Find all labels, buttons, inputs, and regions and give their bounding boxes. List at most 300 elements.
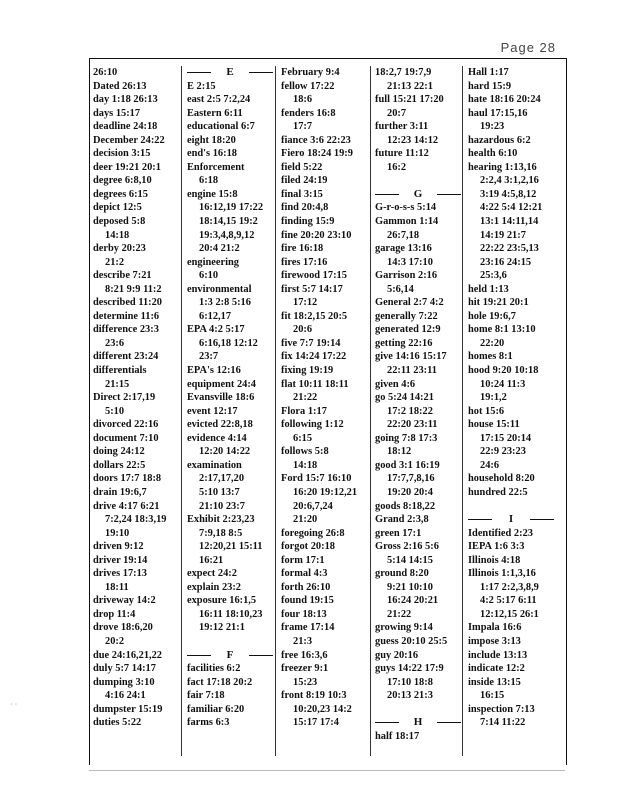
page-references: 18:16 20:24 xyxy=(489,94,541,106)
index-entry xyxy=(468,649,554,663)
index-entry xyxy=(93,350,179,364)
page-references: 1:17 xyxy=(489,67,509,78)
index-term: hearing xyxy=(468,161,503,173)
index-entry xyxy=(468,66,554,80)
page-references: 4:6 xyxy=(401,378,416,390)
page-references: 17:15 20:14 xyxy=(480,432,532,444)
index-term: include xyxy=(468,649,501,661)
page-references: 20:7 xyxy=(387,107,407,119)
index-term: expect xyxy=(187,568,216,580)
index-term: E xyxy=(187,80,194,92)
index-entry xyxy=(468,364,554,405)
index-entry xyxy=(187,594,273,635)
page-references: 17:18 20:2 xyxy=(206,676,253,688)
index-entry xyxy=(375,93,461,120)
page-references: 21:13 22:1 xyxy=(387,80,433,92)
page-references: 7:21 xyxy=(132,270,152,282)
page-references: 15:7 16:10 xyxy=(305,473,352,485)
page-references: 22:20 23:11 xyxy=(387,419,438,431)
page-references: 14:2 xyxy=(136,595,156,607)
index-term: frame xyxy=(281,622,308,634)
index-term: five xyxy=(281,337,298,349)
index-term: drop xyxy=(93,608,115,620)
index-entry xyxy=(468,676,554,703)
page-references: 14:19 21:7 xyxy=(480,229,526,241)
index-entry xyxy=(375,432,461,459)
page-references: 21:2 xyxy=(105,256,125,268)
page-references: 13:1 14:11,14 xyxy=(480,216,539,228)
index-term: good xyxy=(375,459,397,471)
index-term: duly xyxy=(93,663,113,675)
page-references: 2:17,17,20 xyxy=(199,473,245,485)
index-entry xyxy=(187,676,273,690)
page-references: 8:20 xyxy=(409,568,429,580)
index-entry xyxy=(375,703,461,717)
page-references: 5:24 14:21 xyxy=(388,392,434,404)
index-term: haul xyxy=(468,107,488,119)
page-references: 7:10 xyxy=(139,432,159,444)
page-references: 5:8 xyxy=(131,216,146,228)
index-term: go xyxy=(375,392,386,404)
page-references: 23:16 24:15 xyxy=(480,256,532,268)
index-entry xyxy=(93,500,179,541)
index-term: homes xyxy=(468,351,497,363)
index-term: due xyxy=(93,649,110,661)
page-references: 16:18 xyxy=(212,148,237,160)
page-references: 10:20,23 14:2 xyxy=(293,703,352,715)
page-references: 6:2 xyxy=(226,663,241,675)
page-references: 5:10 13:7 xyxy=(199,486,240,498)
index-entry xyxy=(187,378,273,392)
page-references: 12:5 xyxy=(122,202,142,214)
index-term: held xyxy=(468,283,488,295)
page-references: 14:18 xyxy=(105,229,130,241)
index-entry xyxy=(187,513,273,567)
page-references: 22:16 xyxy=(134,419,159,431)
page-references: 19:23 xyxy=(480,121,505,133)
index-entry xyxy=(375,662,461,703)
index-entry xyxy=(187,161,273,188)
index-term: Illinois xyxy=(468,554,499,566)
index-entry xyxy=(468,147,554,161)
page-references: 23:7 xyxy=(199,351,219,363)
index-entry xyxy=(375,649,461,663)
index-entry xyxy=(468,323,554,350)
page-references: 4:18 xyxy=(501,554,521,566)
page-references: 17:22 xyxy=(310,80,335,92)
page-references: 11:20 xyxy=(138,297,162,309)
page-references: 2:17,19 xyxy=(123,392,156,404)
index-entry xyxy=(93,174,179,188)
index-entry xyxy=(187,703,273,717)
index-entry xyxy=(93,459,179,473)
index-term: determine xyxy=(93,310,139,322)
index-term: deposed xyxy=(93,216,129,228)
page-references: 9:1 xyxy=(314,663,329,675)
index-term: Hall xyxy=(468,67,488,78)
index-entry xyxy=(375,201,461,215)
index-term: drive xyxy=(93,500,117,512)
index-term: give xyxy=(375,351,393,363)
index-term: evicted xyxy=(187,419,219,431)
index-entry xyxy=(375,174,461,188)
index-term: guys xyxy=(375,663,396,675)
page-references: 24:2 xyxy=(217,568,237,580)
index-term: generally xyxy=(375,310,416,322)
index-term: first xyxy=(281,283,300,295)
index-term: event xyxy=(187,405,211,417)
index-term: hard xyxy=(468,80,490,92)
index-term: IEPA xyxy=(468,541,492,553)
page-references: 2:16 xyxy=(418,270,438,282)
page-references: 2:23,23 xyxy=(222,514,255,526)
page-references: 17:1 xyxy=(305,554,325,566)
page-references: 21:3 xyxy=(293,635,313,647)
index-entry xyxy=(93,134,179,148)
page-references: 18:2,15 20:5 xyxy=(293,310,348,322)
index-entry xyxy=(93,608,179,622)
page-references: 16:20 19:12,21 xyxy=(293,486,358,498)
index-entry xyxy=(375,635,461,649)
page-references: 22:5 xyxy=(126,459,146,471)
index-entry xyxy=(375,215,461,242)
index-term: different xyxy=(93,351,132,363)
index-entry xyxy=(187,256,273,283)
page-references: 5:22 xyxy=(303,161,323,173)
page-references: 16:6 xyxy=(502,622,522,634)
index-entry xyxy=(281,66,367,80)
index-entry xyxy=(187,635,273,649)
page-references: 17:16 xyxy=(303,256,328,268)
index-term: hundred xyxy=(468,486,506,498)
page-references: 19:10 xyxy=(105,527,130,539)
index-entry xyxy=(468,662,554,676)
index-entry xyxy=(93,323,179,350)
index-entry xyxy=(375,337,461,351)
page-references: 7:13 xyxy=(515,703,535,715)
page-references: 16:2 xyxy=(387,161,407,173)
index-entry xyxy=(375,730,461,744)
index-entry xyxy=(468,486,554,500)
index-entry xyxy=(93,486,179,500)
index-entry xyxy=(93,66,179,80)
index-term: form xyxy=(281,554,303,566)
index-entry xyxy=(375,296,461,310)
index-column-1 xyxy=(93,66,179,730)
page-references: 1:1,3,16 xyxy=(501,568,536,580)
index-entry xyxy=(93,364,179,391)
page-references: 19:21 20:1 xyxy=(115,161,161,173)
index-entry xyxy=(281,229,367,243)
page-references: 4:17 6:21 xyxy=(118,500,160,512)
index-term: filed xyxy=(281,175,301,187)
section-header-i: I xyxy=(468,513,554,527)
page-references: 16:24 20:21 xyxy=(387,595,439,607)
page-references: 2:23 xyxy=(513,527,533,539)
index-term: fixing xyxy=(281,365,307,377)
index-term: growing xyxy=(375,622,412,634)
index-term: hate xyxy=(468,94,488,106)
index-entry xyxy=(281,472,367,526)
page-references: 9:21 10:10 xyxy=(387,581,433,593)
index-entry xyxy=(187,418,273,432)
page-references: 19:6,7 xyxy=(489,310,516,322)
page-references: 19:15 xyxy=(309,595,334,607)
index-term: inside xyxy=(468,676,494,688)
index-entry xyxy=(93,418,179,432)
index-term: house xyxy=(468,419,494,431)
index-entry xyxy=(281,215,367,229)
index-term: goods xyxy=(375,500,401,512)
index-term: EPA's xyxy=(187,365,214,377)
index-term: Direct xyxy=(93,392,121,404)
page-references: 17:14 xyxy=(310,622,335,634)
page-references: 22:22 23:5,13 xyxy=(480,243,539,255)
page-references: 19:21 20:1 xyxy=(482,297,529,309)
page-references: 7:14 11:22 xyxy=(480,717,526,729)
index-entry xyxy=(375,500,461,514)
index-term: four xyxy=(281,608,300,620)
index-entry xyxy=(187,391,273,405)
page-references: 15:9 xyxy=(491,80,512,92)
section-header-g: G xyxy=(375,188,461,202)
index-entry xyxy=(468,527,554,541)
page-references: 6:10 xyxy=(199,270,219,282)
index-term: educational xyxy=(187,121,239,133)
page-references: 5:10 xyxy=(105,405,125,417)
page-references: 2:7 4:2 xyxy=(413,297,444,309)
index-term: dumpster xyxy=(93,703,136,715)
page-references: 18:20 xyxy=(211,134,236,146)
page-references: 6:11 xyxy=(224,107,243,119)
page-references: 17:12 xyxy=(293,297,318,309)
index-entry xyxy=(281,378,367,405)
section-header-f: F xyxy=(187,649,273,663)
page-references: 1:6 3:3 xyxy=(494,541,525,553)
index-term: difference xyxy=(93,324,138,336)
index-term: Enforcement xyxy=(187,161,245,173)
index-term: Gammon xyxy=(375,216,417,228)
index-entry xyxy=(93,703,179,717)
index-term: exposure xyxy=(187,595,227,607)
section-header-h: H xyxy=(375,716,461,730)
page-references: 5:6,14 xyxy=(387,283,414,295)
index-entry xyxy=(375,147,461,174)
index-term: dollars xyxy=(93,459,124,471)
page-number: Page 28 xyxy=(500,40,556,55)
index-term: doing xyxy=(93,446,118,458)
page-references: 23:2 xyxy=(221,581,241,593)
page-references: 6:16,18 12:12 xyxy=(199,337,258,349)
page-references: 16:1,5 xyxy=(229,595,257,607)
page-references: 22:9 23:23 xyxy=(480,446,526,458)
index-entry xyxy=(375,540,461,567)
index-term: end's xyxy=(187,148,211,160)
page-references: 20:6 xyxy=(293,324,313,336)
index-entry xyxy=(281,405,367,419)
column-divider xyxy=(370,66,371,756)
index-entry xyxy=(93,540,179,554)
page-references: 13:13 xyxy=(502,649,528,661)
index-term: getting xyxy=(375,337,406,349)
index-entry xyxy=(93,296,179,310)
index-entry xyxy=(93,391,179,418)
index-entry xyxy=(468,93,554,107)
index-entry xyxy=(93,662,179,676)
index-entry xyxy=(281,594,367,608)
index-entry xyxy=(281,283,367,310)
index-term: fine xyxy=(281,229,298,241)
index-entry xyxy=(375,527,461,541)
page-references: 20:13 21:3 xyxy=(387,690,433,702)
index-term: guess xyxy=(375,635,399,647)
page-references: 7:2,24 18:3,19 xyxy=(105,514,167,526)
index-entry xyxy=(468,554,554,568)
page-references: 22:16 xyxy=(408,337,433,349)
page-references: 22:8,18 xyxy=(220,419,253,431)
index-term: indicate xyxy=(468,663,504,675)
index-entry xyxy=(468,405,554,419)
page-references: 26:7,18 xyxy=(387,229,420,241)
page-references: 20:2 xyxy=(105,635,125,647)
index-term: hot xyxy=(468,405,483,417)
index-entry xyxy=(93,649,179,663)
index-term: EPA xyxy=(187,324,207,336)
index-term: driver xyxy=(93,554,121,566)
index-term: further xyxy=(375,121,408,133)
page-references: 15:21 17:20 xyxy=(392,94,444,106)
index-term: fiance xyxy=(281,134,308,146)
page-references: 20:4 21:2 xyxy=(199,243,240,255)
index-entry xyxy=(281,134,367,148)
page-references: 24:12 xyxy=(120,446,145,458)
column-divider xyxy=(275,66,276,756)
index-entry xyxy=(187,689,273,703)
index-column-3 xyxy=(281,66,367,730)
index-term: hit xyxy=(468,297,481,309)
page-references: 8:19 10:3 xyxy=(305,690,347,702)
index-entry xyxy=(468,621,554,635)
page-references: 19:1,2 xyxy=(480,392,507,404)
page-references: 21:22 xyxy=(293,392,318,404)
index-entry xyxy=(375,310,461,324)
index-term: found xyxy=(281,595,307,607)
page-references: 2:3,8 xyxy=(407,514,429,526)
index-entry xyxy=(281,188,367,202)
index-entry xyxy=(93,621,179,648)
page-references: 20:16 xyxy=(393,649,419,661)
page-references: 10:11 18:11 xyxy=(298,378,349,390)
page-references: 18:6,20 xyxy=(120,622,153,634)
column-divider xyxy=(462,66,463,756)
page-references: 14:3 17:10 xyxy=(387,256,433,268)
page-references: 26:10 xyxy=(306,581,331,593)
page-references: 19:12 21:1 xyxy=(199,622,245,634)
index-entry xyxy=(468,472,554,486)
index-entry xyxy=(281,80,367,107)
page-references: 18:12 xyxy=(387,446,412,458)
index-term: describe xyxy=(93,270,130,282)
index-term: drove xyxy=(93,622,119,634)
index-entry xyxy=(468,283,554,297)
index-entry xyxy=(281,689,367,730)
page-references: 1:14 xyxy=(419,216,439,228)
index-term: derby xyxy=(93,243,119,255)
page-references: 22:5 xyxy=(508,486,528,498)
index-term: fenders xyxy=(281,107,314,119)
page-references: 12:16 xyxy=(216,365,241,377)
index-entry xyxy=(281,649,367,663)
page-references: 21:20 xyxy=(293,514,318,526)
page-references: 17:7,7,8,16 xyxy=(387,473,435,485)
page-references: 14:22 17:9 xyxy=(397,663,444,675)
index-entry xyxy=(281,445,367,472)
index-entry xyxy=(93,93,179,107)
page-references: 17:15 xyxy=(322,270,347,282)
index-entry xyxy=(468,350,554,364)
page-references: 5:7 14:17 xyxy=(115,663,156,675)
page-references: 15:11 xyxy=(496,419,520,431)
page-references: 9:4 xyxy=(325,67,340,78)
index-term: Eastern xyxy=(187,107,222,119)
index-entry xyxy=(281,364,367,378)
page-references: 4:2 5:17 xyxy=(209,324,245,336)
page-references: 25:3,6 xyxy=(480,270,507,282)
page-references: 12:9 xyxy=(421,324,441,336)
index-term: days xyxy=(93,107,114,119)
page-references: 20:10 25:5 xyxy=(401,635,448,647)
index-term: final xyxy=(281,188,302,200)
page-references: 4:14 xyxy=(227,432,247,444)
index-term: fact xyxy=(187,676,204,688)
page-references: 18:6 xyxy=(293,94,313,106)
index-entry xyxy=(281,242,367,256)
index-term: Flora xyxy=(281,405,306,417)
page-references: 17:7 18:8 xyxy=(120,473,162,485)
page-references: 12:12,15 26:1 xyxy=(480,608,539,620)
page-references: 1:17 2:2,3,8,9 xyxy=(480,581,539,593)
index-term: guy xyxy=(375,649,392,661)
index-entry xyxy=(281,147,367,161)
index-entry xyxy=(187,567,273,581)
index-term: field xyxy=(281,161,301,173)
index-term: degrees xyxy=(93,188,127,200)
index-term: fair xyxy=(187,690,203,702)
index-term: driven xyxy=(93,541,122,553)
index-term: fix xyxy=(281,351,293,363)
page-references: 4:3 xyxy=(313,568,328,580)
index-entry xyxy=(281,161,367,175)
index-term: fires xyxy=(281,256,301,268)
index-entry xyxy=(93,147,179,161)
page-references: 2:16 5:6 xyxy=(403,541,439,553)
page-references: 21:15 xyxy=(105,378,130,390)
index-term: familiar xyxy=(187,703,223,715)
index-term: fellow xyxy=(281,80,308,92)
page-references: 6:18 xyxy=(199,175,219,187)
page-references: 8:1 13:10 xyxy=(494,324,536,336)
index-term: Illinois xyxy=(468,568,499,580)
index-term: explain xyxy=(187,581,220,593)
index-entry xyxy=(468,296,554,310)
index-entry xyxy=(187,581,273,595)
page-references: 1:18 26:13 xyxy=(111,94,158,106)
index-term: farms xyxy=(187,717,213,729)
page-references: 23:24 xyxy=(134,351,159,363)
index-term: Ford xyxy=(281,473,303,485)
page-references: 3:11 xyxy=(409,121,429,133)
index-term: Identified xyxy=(468,527,512,539)
